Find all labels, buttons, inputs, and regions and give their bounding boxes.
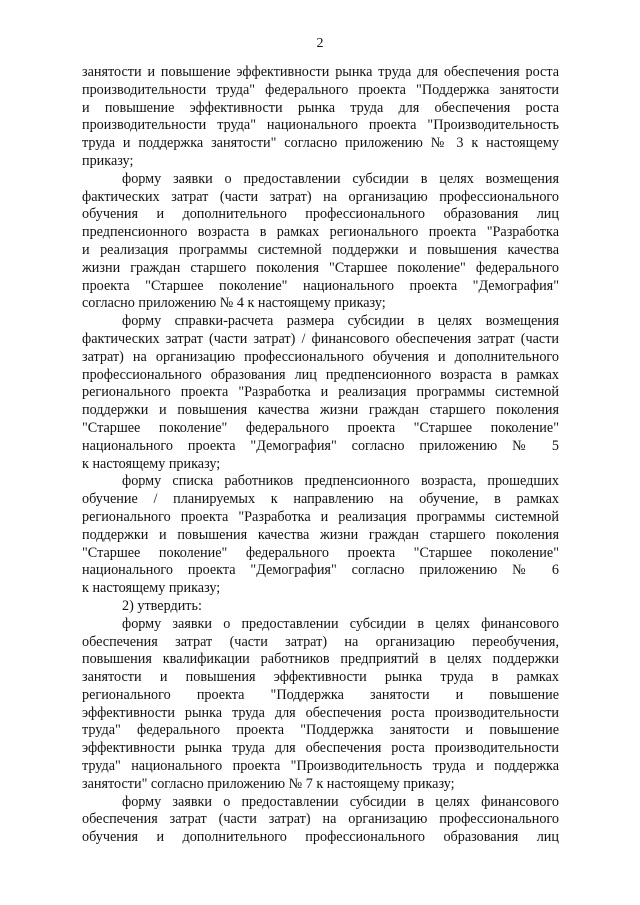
text-line: профессионального образования лиц предпенсионного возраста в рамках	[82, 366, 559, 383]
text-line: национального проекта "Демография" согласно приложению № 5	[82, 437, 559, 454]
text-line: форму заявки о предоставлении субсидии в целях финансового	[122, 793, 559, 810]
text-line: производительности труда" федерального проекта "Поддержка занятости	[82, 81, 559, 98]
paragraph	[82, 473, 559, 598]
page-number: 2	[316, 36, 324, 51]
text-line: "Старшее поколение" федерального проекта "Старшее поколение"	[82, 419, 559, 436]
text-line: предпенсионного возраста в рамках регионального проекта "Разработка	[82, 224, 559, 241]
text-line: труда и поддержка занятости" согласно приложению № 3 к настоящему	[82, 135, 559, 152]
text-line: обучения и дополнительного профессионального образования лиц	[82, 829, 559, 846]
paragraph	[82, 794, 559, 847]
text-line: эффективности рынка труда для обеспечения роста производительности	[82, 704, 559, 721]
text-line: форму заявки о предоставлении субсидии в целях возмещения	[122, 170, 559, 187]
text-line: проекта "Старшее поколение" национального проекта "Демография"	[82, 277, 559, 294]
text-line: фактических затрат (части затрат) / финансового обеспечения затрат (части	[82, 330, 559, 347]
text-line: повышения квалификации работников предприятий в целях поддержки	[82, 651, 559, 668]
paragraph	[82, 313, 559, 473]
text-line: обучения и дополнительного профессионального образования лиц	[82, 206, 559, 223]
paragraph	[82, 616, 559, 794]
text-line: производительности труда" национального проекта "Производительность	[82, 117, 559, 134]
text-line: поддержки и повышения качества жизни граждан старшего поколения	[82, 402, 559, 419]
text-line: регионального проекта "Поддержка занятости и повышение	[82, 686, 559, 703]
text-line: обучение / планируемых к направлению на обучение, в рамках	[82, 491, 559, 508]
text-line: приказу;	[82, 152, 134, 169]
text-line: и реализация программы системной поддержки и повышения качества	[82, 241, 559, 258]
text-line: обеспечения затрат (части затрат) на организацию переобучения,	[82, 633, 559, 650]
text-line: занятости и повышения эффективности рынка труда в рамках	[82, 669, 559, 686]
text-line: регионального проекта "Разработка и реализация программы системной	[82, 508, 559, 525]
text-line: поддержки и повышения качества жизни граждан старшего поколения	[82, 526, 559, 543]
paragraph	[82, 171, 559, 313]
text-line: согласно приложению № 4 к настоящему приказу;	[82, 295, 386, 312]
text-line: занятости" согласно приложению № 7 к настоящему приказу;	[82, 775, 455, 792]
text-line: труда" федерального проекта "Поддержка занятости и повышение	[82, 722, 559, 739]
text-line: форму заявки о предоставлении субсидии в целях финансового	[122, 615, 559, 632]
paragraph	[82, 598, 559, 616]
text-line: занятости и повышение эффективности рынка труда для обеспечения роста	[82, 64, 559, 80]
text-line: национального проекта "Демография" согласно приложению № 6	[82, 562, 559, 579]
document-body	[82, 64, 559, 847]
text-line: 2) утвердить:	[122, 597, 202, 614]
text-line: жизни граждан старшего поколения "Старшее поколение" федерального	[82, 259, 559, 276]
text-line: "Старшее поколение" федерального проекта "Старшее поколение"	[82, 544, 559, 561]
text-line: к настоящему приказу;	[82, 580, 221, 597]
text-line: затрат) на организацию профессионального обучения и дополнительного	[82, 348, 559, 365]
text-line: регионального проекта "Разработка и реализация программы системной	[82, 384, 559, 401]
text-line: труда" национального проекта "Производительность труда и поддержка	[82, 758, 559, 775]
paragraph	[82, 64, 559, 171]
text-line: обеспечения затрат (части затрат) на организацию профессионального	[82, 811, 559, 828]
text-line: и повышение эффективности рынка труда для обеспечения роста	[82, 99, 559, 116]
text-line: эффективности рынка труда для обеспечения роста производительности	[82, 740, 559, 757]
text-line: форму справки-расчета размера субсидии в целях возмещения	[122, 313, 559, 330]
text-line: к настоящему приказу;	[82, 455, 221, 472]
text-line: фактических затрат (части затрат) на организацию профессионального	[82, 188, 559, 205]
text-line: форму списка работников предпенсионного возраста, прошедших	[122, 473, 559, 490]
